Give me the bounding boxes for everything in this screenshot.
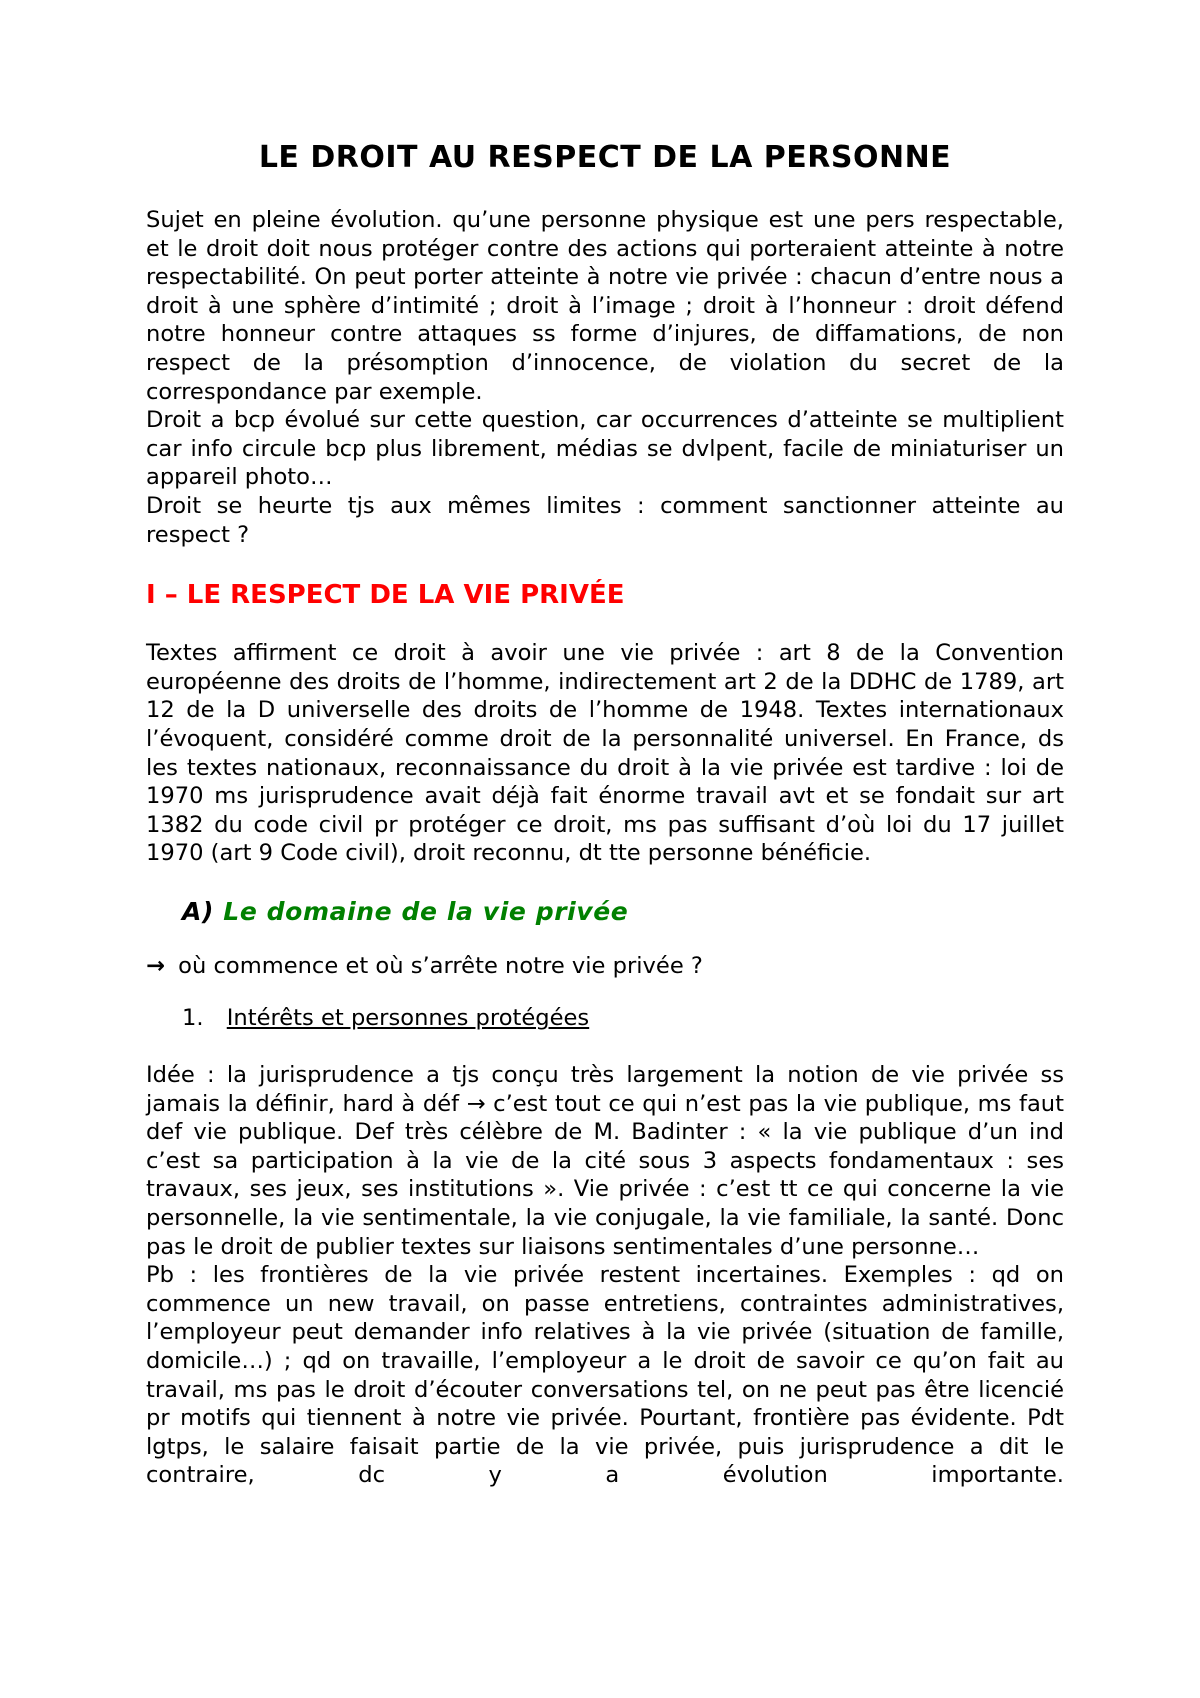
intro-paragraph-1: Sujet en pleine évolution. qu’une personne physique est une pers respectable, et le droit doit nous protéger contre des actions qui porteraient atteinte à notre respectabilité. On peut porter atteinte à notre vie privée : chacun d’entre nous a droit à une sphère d’intimité ; droit à l’image ; droit à l’honneur : droit défend notre honneur contre attaques ss forme d’injures, de diffamations, de non respect de la présomption d’innocence, de violation du secret de la correspondance par exemple. <box>146 207 1064 405</box>
document-title: LE DROIT AU RESPECT DE LA PERSONNE <box>258 140 952 175</box>
subsection-heading-a <box>182 896 1064 928</box>
section-heading-1: I – LE RESPECT DE LA VIE PRIVÉE <box>146 580 625 611</box>
question-text: où commence et où s’arrête notre vie privée ? <box>178 952 703 979</box>
body-paragraph-1: Idée : la jurisprudence a tjs conçu très largement la notion de vie privée ss jamais la définir, hard à déf → c’est tout ce qui n’est pas la vie publique, ms faut def vie publique. Def très célèbre de M. Badinter : « la vie publique d’un ind c’est sa participation à la vie de la cité sous 3 aspects fondamentaux : ses travaux, ses jeux, ses institutions ». Vie privée : c’est tt ce qui concerne la vie personnelle, la vie sentimentale, la vie conjugale, la vie familiale, la santé. Donc pas le droit de publier textes sur liaisons sentimentales d’une personne… <box>146 1062 1064 1260</box>
heading-number: 1. <box>182 1005 204 1032</box>
body-paragraph-2: Pb : les frontières de la vie privée restent incertaines. Exemples : qd on commence un new travail, on passe entretiens, contraintes administratives, l’employeur peut demander info relatives à la vie privée (situation de famille, domicile…) ; qd on travaille, l’employeur a le droit de savoir ce qu’on fait au travail, ms pas le droit d’écouter conversations tel, on ne peut pas être licencié pr motifs qui tiennent à notre vie privée. Pourtant, frontière pas évidente. Pdt lgtps, le salaire faisait partie de la vie privée, puis jurisprudence a dit le contraire, dc y a évolution importante. <box>146 1262 1064 1489</box>
question-line <box>146 952 1064 981</box>
subsection-letter: A) <box>182 896 214 926</box>
arrow-right-icon: → <box>146 952 165 979</box>
intro-paragraph-3: Droit se heurte tjs aux mêmes limites : comment sanctionner atteinte au respect ? <box>146 492 1064 548</box>
heading-label: Intérêts et personnes protégées <box>226 1005 590 1032</box>
intro-paragraph-2: Droit a bcp évolué sur cette question, car occurrences d’atteinte se multiplient car info circule bcp plus librement, médias se dvlpent, facile de miniaturiser un appareil photo… <box>146 407 1064 491</box>
document-page <box>146 140 1064 1490</box>
section-1-paragraph: Textes affirment ce droit à avoir une vie privée : art 8 de la Convention européenne des droits de l’homme, indirectement art 2 de la DDHC de 1789, art 12 de la D universelle des droits de l’homme de 1948. Textes internationaux l’évoquent, considéré comme droit de la personnalité universel. En France, ds les textes nationaux, reconnaissance du droit à la vie privée est tardive : loi de 1970 ms jurisprudence avait déjà fait énorme travail avt et se fondait sur art 1382 du code civil pr protéger ce droit, ms pas suffisant d’où loi du 17 juillet 1970 (art 9 Code civil), droit reconnu, dt tte personne bénéficie. <box>146 640 1064 867</box>
numbered-heading-1 <box>182 1004 1064 1033</box>
subsection-title: Le domaine de la vie privée <box>223 896 629 926</box>
